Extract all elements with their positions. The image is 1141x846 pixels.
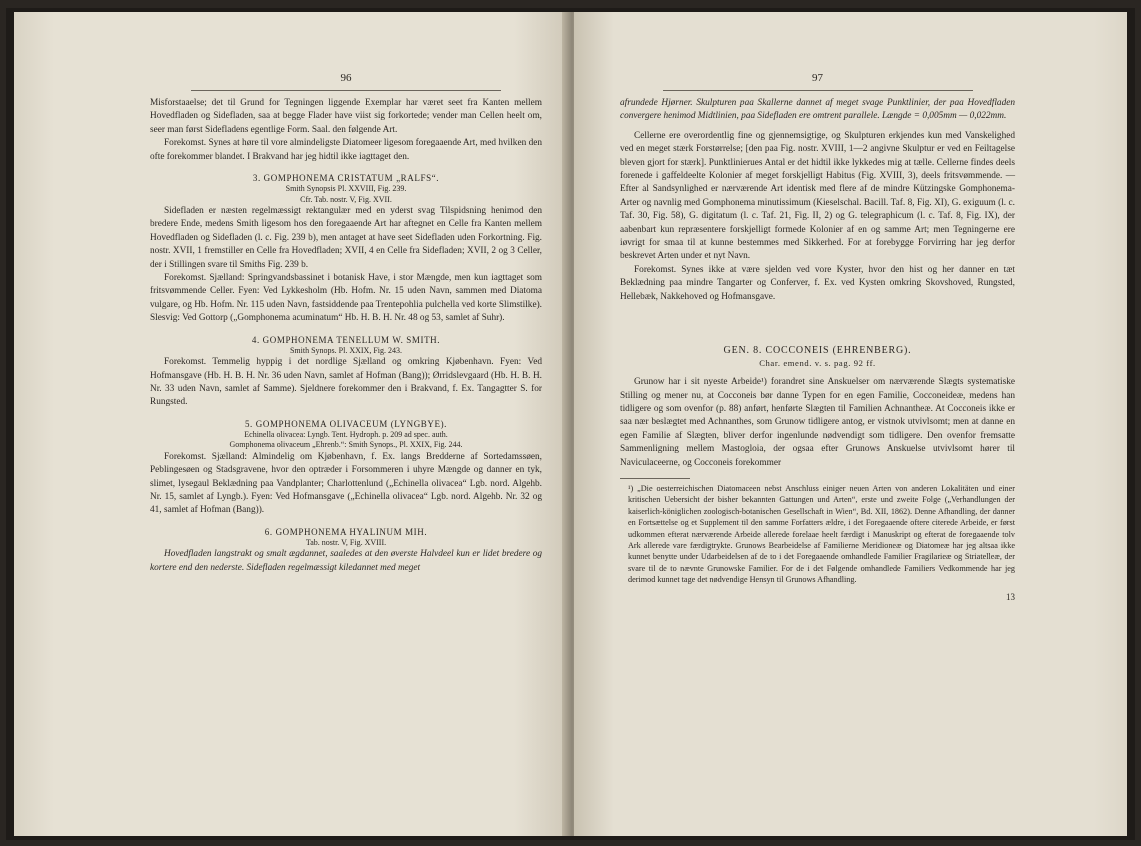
genus-heading: GEN. 8. COCCONEIS (EHRENBERG). xyxy=(723,345,912,357)
species-reference: Tab. nostr. V, Fig. XVIII. xyxy=(305,537,387,547)
genus-characteristic: Char. emend. v. s. pag. 92 ff. xyxy=(759,358,876,369)
paragraph: Forekomst. Synes at høre til vore almindeligste Diatomeer ligesom foregaaende Art, med hvilken den ofte forekommer blandet. I Brakvand har jeg hidtil ikke iagttaget den. xyxy=(150,138,542,162)
species-reference: Smith Synops. Pl. XXIX, Fig. 243. xyxy=(289,345,403,355)
right-page xyxy=(574,12,1127,836)
species-reference: Smith Synopsis Pl. XXVIII, Fig. 239. xyxy=(285,184,407,194)
paragraph: Misforstaaelse; det til Grund for Tegningen liggende Exemplar har været seet fra Kanten mellem Hovedfladen og Sidefladen, saa at begge Flader have viist sig forkortede; vender man Cellen heelt om, seer man først Sidefladens egentlige Form. Saal. den følgende Art. xyxy=(150,98,542,135)
species-heading: 4. GOMPHONEMA TENELLUM W. SMITH. xyxy=(251,334,441,345)
paragraph: Forekomst. Sjælland: Almindelig om Kjøbenhavn, f. Ex. langs Bredderne af Sortedamssøen, Peblingesøen og Stadsgravene, hvor den optræder i Forsommeren i uhyre Mængde og danner en tyk, slimet, lysegaul Beklædning paa Vandplanter; Charlottenlund („Echinella olivacea“ Lgb. nord. Algehb. Nr. 15, samlet af Lyngb.). Fyen: Ved Hofmansgave („Echinella olivacea“ Lgb. nord. Algehb. Nr. 32 og 41, samlet af Hofman (Bang)). xyxy=(150,451,542,516)
paragraph: Forekomst. Synes ikke at være sjelden ved vore Kyster, hvor den hist og her danner en tæt Beklædning paa mindre Tangarter og Conferver, f. Ex. ved Kysten omkring Skovshoved, Rungsted, Hellebæk, Nakkehoved og Hofmansgave. xyxy=(620,264,1015,302)
paragraph: Cellerne ere overordentlig fine og gjennemsigtige, og Skulpturen erkjendes kun med Vanskelighed ved en meget stærk Forstørrelse; [den paa Fig. nostr. XVIII, 1—2 angivne Skulptur er ved en Feiltagelse bleven gjort for stærk]. Punktlinierues Antal er det hidtil ikke lykkedes mig at tælle. Cellerne findes deels forenede i gaffeldeelte Kolonier af meget forskjelligt Habitus (Fig. XVIII, 3), deels fritsvømmende. — Efter al Sandsynlighed er nærværende Art identisk med flere af de mindre Kützingske Gomphonema-Arter og navnlig med Gomphonema minutissimum (Kieselschal. Bacill. Taf. 8, Fig. XI), G. exiguum (l. c. Taf. 30, Fig. 58), G. digitatum (l. c. Taf. 21, Fig. II, 2) og G. telegraphicum (l. c. Taf. 8, Fig. IX), der aabenbart kun repræsentere forskjelligt formede Kolonier af en og samme Art; men Tegningerne ere iøvrigt for smaa til at kunne bestemmes med Sikkerhed. For at forebygge Forvirring har jeg derfor beskrevet Arten under et nyt Navn. xyxy=(620,130,1015,262)
right-page-content xyxy=(620,12,1015,602)
header-rule xyxy=(663,90,973,91)
paragraph: afrundede Hjørner. Skulpturen paa Skallerne dannet af meget svage Punktlinier, der paa Hovedfladen convergere henimod Midtlinien, paa Sidefladen ere omtrent parallele. Længde = 0,005mm — 0,022mm. xyxy=(620,98,1015,122)
species-heading: 3. GOMPHONEMA CRISTATUM „RALFS“. xyxy=(252,173,440,184)
species-heading: 5. GOMPHONEMA OLIVACEUM (LYNGBYE). xyxy=(244,418,448,429)
signature-mark: 13 xyxy=(1006,591,1015,602)
page-number: 97 xyxy=(812,72,823,84)
paragraph: Hovedfladen langstrakt og smalt ægdannet, saaledes at den øverste Halvdeel kun er lidet bredere og kortere end den nederste. Sidefladen regelmæssigt kiledannet med meget xyxy=(150,549,542,573)
species-reference: Cfr. Tab. nostr. V, Fig. XVII. xyxy=(300,194,392,204)
paragraph: Grunow har i sit nyeste Arbeide¹) forandret sine Anskuelser om nærværende Slægts systematiske Stilling og mener nu, at Cocconeis bør danne Typen for en egen Familie, Cocconeideæ, medens han tidligere og som ovenfor (p. 88) anført, henførte Slægten til Familien Achnantheæ. At Cocconeis ikke er saa nær beslægtet med Achnanthes, som Grunow tidligere antog, er vistnok utvivlsomt; men at danne en egen Familie af Slægten, bliver derfor ingenlunde nødvendigt som tidligere. Den ovenfor fremsatte Sammenligning mellem Mastogloia, der ogsaa efter Grunows Anskuelse utvivlsomt hører til Naviculaceerne, og Cocconeis forekommer xyxy=(620,377,1015,468)
left-page-content xyxy=(150,12,542,575)
paragraph: Forekomst. Temmelig hyppig i det nordlige Sjælland og omkring Kjøbenhavn. Fyen: Ved Hofmansgave (Hb. H. B. H. Nr. 36 uden Navn, samlet af Hofman (Bang)); Ørridslevgaard (Hb. H. B. H. Nr. 33 uden Navn, samlet af Samme). Sjeldnere forekommer den i Brakvand, f. Ex. Tangagtter S. for Rungsted. xyxy=(150,357,542,408)
page-number: 96 xyxy=(340,72,352,84)
species-reference: Gomphonema olivaceum „Ehrenb.“: Smith Synops., Pl. XXIX, Fig. 244. xyxy=(229,440,463,450)
book-spread xyxy=(6,8,1135,840)
left-page xyxy=(14,12,570,836)
footnote-rule xyxy=(620,478,690,479)
paragraph: Forekomst. Sjælland: Springvandsbassinet i botanisk Have, i stor Mængde, men kun iagttaget som fritsvømmende Celler. Fyen: Ved Lykkesholm (Hb. Hofm. Nr. 15 uden Navn, sammen med Diatoma vulgare, og Hb. Hofm. Nr. 115 uden Navn, fastsiddende paa Trentepohlia pulchella ved korte Slimstilke). Slesvig: Ved Gottorp („Gomphonema acuminatum“ Hb. H. B. H. Nr. 48 og 53, samlet af Suhr). xyxy=(150,273,542,324)
species-heading: 6. GOMPHONEMA HYALINUM MIH. xyxy=(264,526,428,537)
paragraph: Sidefladen er næsten regelmæssigt rektangulær med en yderst svag Tilspidsning henimod den bredere Ende, medens Smith ligesom hos den foregaaende Art har aftegnet en Celle fra Kanten mellem Hovedfladen og Sidefladen (l. c. Fig. 239 b), men antaget at have seet Sidefladen uden Forkortning. Fig. nostr. XVII, 1 fremstiller en Celle fra Hovedfladen; XVII, 4 en Celle fra Sidefladen; XVII, 2 og 3 Celler, der i Stillingen svare til Smiths Fig. 239 b. xyxy=(150,206,542,270)
header-rule xyxy=(191,90,501,91)
species-reference: Echinella olivacea: Lyngb. Tent. Hydroph. p. 209 ad spec. auth. xyxy=(244,429,448,439)
footnote: ¹) „Die oesterreichischen Diatomaceen nebst Anschluss einiger neuen Arten von anderen Lokalitäten und einer kritischen Uebersicht der bisher bekannten Gattungen und Arten“, erste und zweite Folge („Verhandlungen der kaiserlich-königlichen zoologisch-botanischen Gesellschaft in Wien“, Bd. XII, 1862). Denne Afhandling, der danner en Fortsættelse og et Supplement til den samme Forfatters ældre, i det Foregaaende oftere citerede Arbeide, er først udkommen efterat nærværende Arbeide allerede forelaae heelt færdigt i Manuskript og efterat de foregaaende tolv Ark allerede vare færdigtrykte. Grunows Bearbeidelse af Familierne Meridioneæ og Diatomeæ har jeg altsaa ikke kunnet benytte under Udarbeidelsen af de to i det Foregaaende omhandlede Familier Fragilarieæ og Striatelleæ, der svare til de to nævnte Grunowske Familier. For de i det Følgende omhandlede Familiers Vedkommende har jeg derimod kunnet tage det nødvendige Hensyn til Grunows Afhandling. xyxy=(628,483,1015,585)
